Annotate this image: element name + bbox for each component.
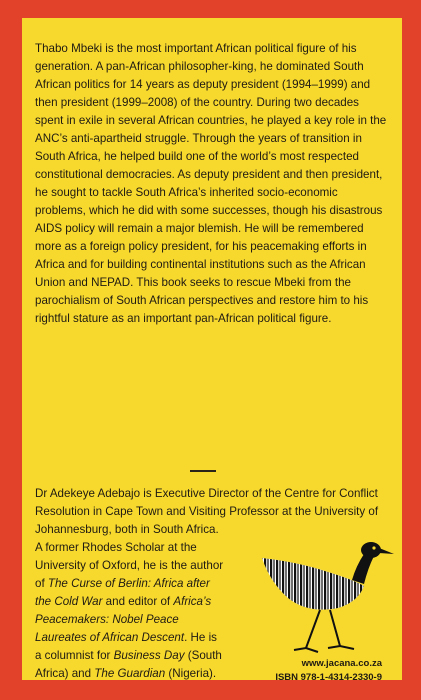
bio-text-3: . He is a columnist for	[35, 631, 217, 662]
newspaper-business-day: Business Day	[113, 649, 185, 662]
back-cover-panel	[22, 18, 402, 683]
author-intro: Dr Adekeye Adebajo is Executive Director of the Centre for Conflict Resolution in Cape Town and Visiting Professor at the University of Johannesburg, both in South Africa.	[35, 487, 379, 536]
newspaper-the-guardian: The Guardian	[94, 667, 166, 680]
bio-text-4: (South Africa) and	[35, 649, 222, 680]
bio-text-1: A former Rhodes Scholar at the University of Oxford, he is the author of	[35, 541, 224, 590]
bio-text-2: and editor of	[102, 595, 174, 608]
isbn-number: ISBN 978-1-4314-2330-9	[275, 672, 382, 683]
section-divider	[190, 470, 216, 472]
bio-text-5: (Nigeria).	[165, 667, 217, 680]
bird-barcode-logo-icon	[228, 536, 398, 656]
author-bio	[35, 539, 225, 683]
book-title-curse-of-berlin: The Curse of Berlin: Africa after the Cold War	[35, 577, 210, 608]
publisher-website: www.jacana.co.za	[301, 658, 382, 669]
book-blurb: Thabo Mbeki is the most important African political figure of his generation. A pan-African philosopher-king, he dominated South African politics for 14 years as deputy president (1994–1999) and then president (1999–2008) of the country. During two decades spent in exile in several African countries, he played a key role in the ANC’s anti-apartheid struggle. Through the years of transition in South Africa, he helped build one of the world’s most respected constitutional democracies. As deputy president and then president, he sought to tackle South Africa’s inherited socio-economic problems, which he did with some successes, though his disastrous AIDS policy will remain a major blemish. He will be remembered more as a foreign policy president, for his peacemaking efforts in Africa and for building continental institutions such as the African Union and NEPAD. This book seeks to rescue Mbeki from the parochialism of South African perspectives and restore him to his rightful stature as an important pan-African political figure.	[35, 42, 387, 325]
book-title-africas-peacemakers: Africa’s Peacemakers: Nobel Peace Laureates of African Descent	[35, 595, 212, 644]
